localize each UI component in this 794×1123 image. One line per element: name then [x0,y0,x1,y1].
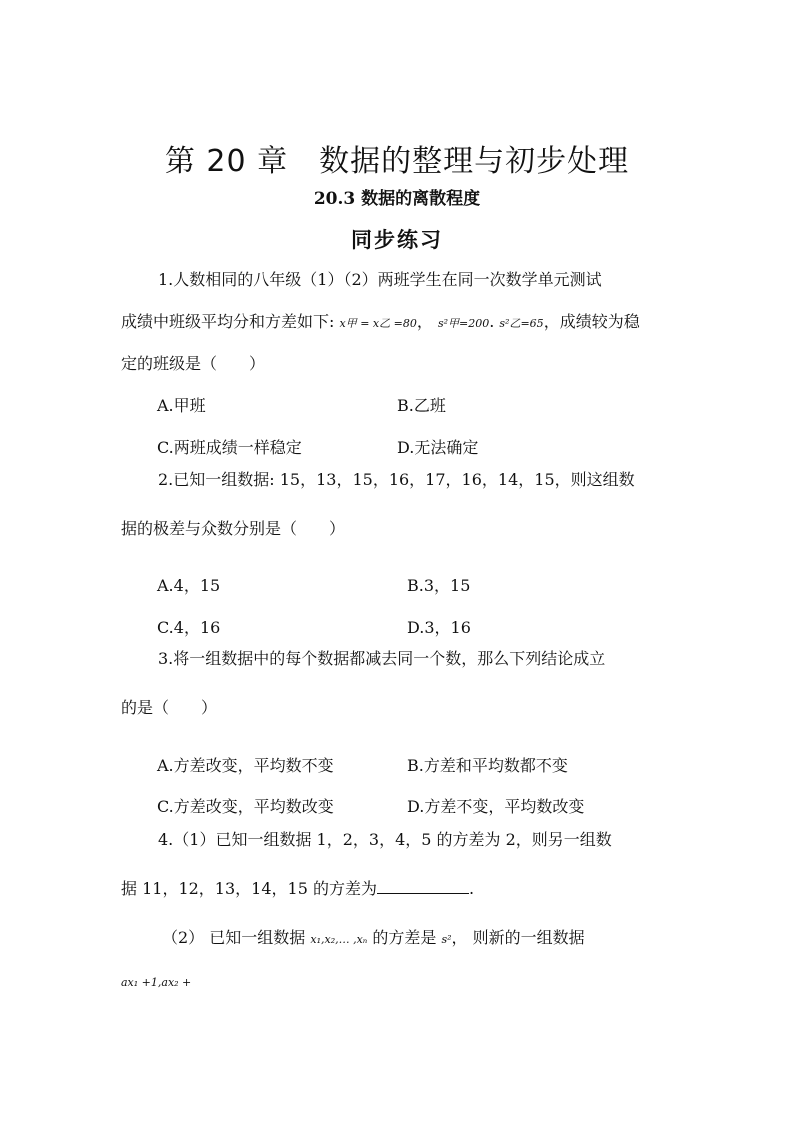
q4-line2-end: . [468,879,475,898]
q1-line2 [121,309,640,332]
q1-option-a[interactable]: A.甲班 [157,396,206,415]
q4-answer-blank[interactable] [377,879,469,894]
q2-option-a[interactable]: A.4，15 [157,576,221,595]
q4-line2 [121,876,474,899]
q3-option-c[interactable]: C.方差改变，平均数改变 [157,797,334,816]
q4-line1: 4.（1）已知一组数据 1，2，3，4，5 的方差为 2，则另一组数 [158,830,612,849]
q1-line1: 1.人数相同的八年级（1）（2）两班学生在同一次数学单元测试 [158,270,602,289]
q1-var-a: s²甲=200 [437,317,490,330]
q2-line1: 2.已知一组数据: 15，13，15，16，17，16，14，15，则这组数 [158,470,635,489]
practice-title: 同步练习 [351,227,443,252]
q2-option-d[interactable]: D.3，16 [407,618,471,637]
q3-line2: 的是（ ） [121,698,218,717]
q3-option-a[interactable]: A.方差改变，平均数不变 [157,756,334,775]
q1-mean-formula: x甲 = x乙 =80 [339,317,417,330]
chapter-title: 第 20 章 数据的整理与初步处理 [164,144,630,179]
q2-option-b[interactable]: B.3，15 [407,576,471,595]
q1-var-b: s²乙=65 [499,317,544,330]
q1-line3: 定的班级是（ ） [121,354,266,373]
q1-line2-text: 成绩中班级平均分和方差如下: [121,312,335,331]
q4-part2-suffix: ， 则新的一组数据 [451,928,585,947]
q1-sep2: . [489,312,495,331]
q1-sep1: ， [416,312,433,331]
q3-option-b[interactable]: B.方差和平均数都不变 [407,756,568,775]
q1-option-b[interactable]: B.乙班 [397,396,446,415]
q4-part2-line [162,925,585,948]
q4-line2-text: 据 11，12，13，14，15 的方差为 [121,879,377,898]
q4-sequence: x₁,x₂,… ,xₙ [310,933,368,946]
q1-option-d[interactable]: D.无法确定 [397,438,479,457]
q2-option-c[interactable]: C.4，16 [157,618,221,637]
q1-option-c[interactable]: C.两班成绩一样稳定 [157,438,302,457]
section-title: 20.3 数据的离散程度 [313,189,481,209]
q4-part2-prefix: （2） 已知一组数据 [162,928,306,947]
q4-expression: ax₁ +1,ax₂ + [121,976,192,989]
q2-line2: 据的极差与众数分别是（ ） [121,519,346,538]
q4-variance: s² [441,933,452,946]
q3-line1: 3.将一组数据中的每个数据都减去同一个数，那么下列结论成立 [158,649,606,668]
q4-part2-mid: 的方差是 [372,928,437,947]
q3-option-d[interactable]: D.方差不变，平均数改变 [407,797,585,816]
q1-line2-end: ，成绩较为稳 [543,312,640,331]
